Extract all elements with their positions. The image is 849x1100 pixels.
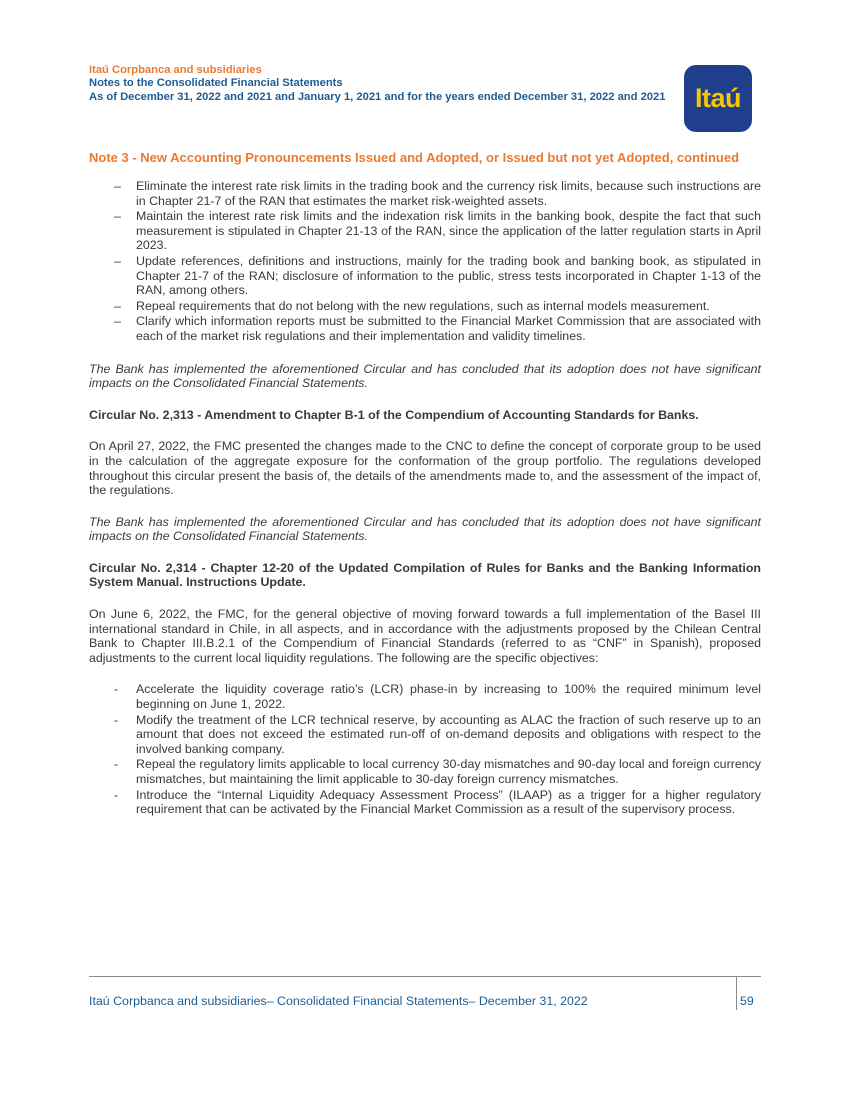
circular-2313-paragraph: On April 27, 2022, the FMC presented the changes made to the CNC to define the concept of corporate group to be used in the calculation of the aggregate exposure for the conformation of the group portfolio. The regulations developed throughout this circular present the basis of, the details of the amendments made to, and the assessment of the impact of, the regulations. bbox=[89, 439, 761, 498]
footer-divider bbox=[89, 976, 761, 977]
header-company: Itaú Corpbanca and subsidiaries bbox=[89, 64, 262, 76]
main-content bbox=[89, 150, 761, 818]
list-item-text: Accelerate the liquidity coverage ratio’s (LCR) phase-in by increasing to 100% the required minimum level beginning on June 1, 2022. bbox=[136, 682, 761, 712]
list-item bbox=[89, 254, 761, 298]
list-item-text: Update references, definitions and instructions, mainly for the trading book and banking book, as stipulated in Chapter 21-7 of the RAN; disclosure of information to the public, stress tests incorporated in Chapter 1-13 of the RAN, among others. bbox=[136, 253, 761, 298]
list-item bbox=[89, 209, 761, 253]
list-dash: – bbox=[114, 179, 121, 193]
circular-2314-paragraph: On June 6, 2022, the FMC, for the general objective of moving forward towards a full implementation of the Basel III international standard in Chile, in all aspects, and in accordance with the adjustments proposed by the Chilean Central Bank to Chapter III.B.2.1 of the Compendium of Financial Standards (referred to as “CNF” in Spanish), proposed adjustments to the current local liquidity regulations. The following are the specific objectives: bbox=[89, 607, 761, 665]
list-item-text: Clarify which information reports must be submitted to the Financial Market Commission that are associated with each of the market risk regulations and their implementation and validity timelines. bbox=[136, 314, 761, 343]
list-dash: – bbox=[114, 298, 121, 313]
list-item bbox=[89, 713, 761, 757]
circular-2314-heading: Circular No. 2,314 - Chapter 12-20 of the Updated Compilation of Rules for Banks and the Banking Information System Manual. Instructions Update. bbox=[89, 560, 761, 590]
list-dash: – bbox=[114, 209, 121, 224]
footer-text: Itaú Corpbanca and subsidiaries– Consolidated Financial Statements– December 31, 2022 bbox=[89, 994, 588, 1008]
objectives-list-market-risk bbox=[89, 179, 761, 344]
list-dash: - bbox=[114, 757, 119, 772]
header-period: As of December 31, 2022 and 2021 and January 1, 2021 and for the years ended December 31, 2022 and 2021 bbox=[89, 90, 666, 103]
list-item-text: Maintain the interest rate risk limits and the indexation risk limits in the banking book, despite the fact that such measurement is stipulated in Chapter 21-13 of the RAN, since the application of the latter regulation starts in April 2023. bbox=[136, 209, 761, 253]
list-item-text: Repeal the regulatory limits applicable to local currency 30-day mismatches and 90-day local and foreign currency mismatches, but maintaining the limit applicable to 30-day foreign currency mismatches. bbox=[136, 757, 761, 786]
list-dash: - bbox=[114, 682, 119, 697]
list-item bbox=[89, 179, 761, 208]
objectives-list-liquidity bbox=[89, 682, 761, 816]
note-title: Note 3 - New Accounting Pronouncements Issued and Adopted, or Issued but not yet Adopted, continued bbox=[89, 150, 740, 165]
header-subtitle: Notes to the Consolidated Financial Statements bbox=[89, 77, 343, 90]
list-dash: - bbox=[114, 787, 119, 802]
footer-page-divider bbox=[736, 976, 737, 1010]
list-item bbox=[89, 757, 761, 786]
list-dash: – bbox=[114, 314, 121, 329]
list-item bbox=[89, 682, 761, 711]
itau-logo bbox=[684, 65, 752, 132]
impact-statement-2: The Bank has implemented the aforementioned Circular and has concluded that its adoption does not have significant impacts on the Consolidated Financial Statements. bbox=[89, 514, 761, 544]
page-header bbox=[89, 64, 689, 104]
list-item bbox=[89, 788, 761, 817]
list-dash: - bbox=[114, 712, 119, 727]
list-item-text: Modify the treatment of the LCR technical reserve, by accounting as ALAC the fraction of such reserve up to an amount that does not exceed the estimated run-off of on-demand deposits and obligations with respect to the involved banking company. bbox=[136, 712, 761, 756]
page-number: 59 bbox=[740, 994, 754, 1008]
list-item bbox=[89, 299, 761, 314]
list-item-text: Introduce the “Internal Liquidity Adequacy Assessment Process” (ILAAP) as a trigger for a higher regulatory requirement that can be activated by the Financial Market Commission as a result of the supervisory process. bbox=[136, 787, 761, 817]
logo-text: Itaú bbox=[694, 83, 741, 113]
list-item-text: Eliminate the interest rate risk limits in the trading book and the currency risk limits, because such instructions are in Chapter 21-7 of the RAN that estimates the market risk-weighted assets. bbox=[136, 179, 761, 208]
impact-statement-1: The Bank has implemented the aforementioned Circular and has concluded that its adoption does not have significant impacts on the Consolidated Financial Statements. bbox=[89, 361, 761, 391]
list-dash: – bbox=[114, 253, 121, 268]
list-item-text: Repeal requirements that do not belong with the new regulations, such as internal models measurement. bbox=[136, 298, 710, 313]
list-item bbox=[89, 314, 761, 343]
circular-2313-heading: Circular No. 2,313 - Amendment to Chapter B-1 of the Compendium of Accounting Standards for Banks. bbox=[89, 407, 699, 422]
